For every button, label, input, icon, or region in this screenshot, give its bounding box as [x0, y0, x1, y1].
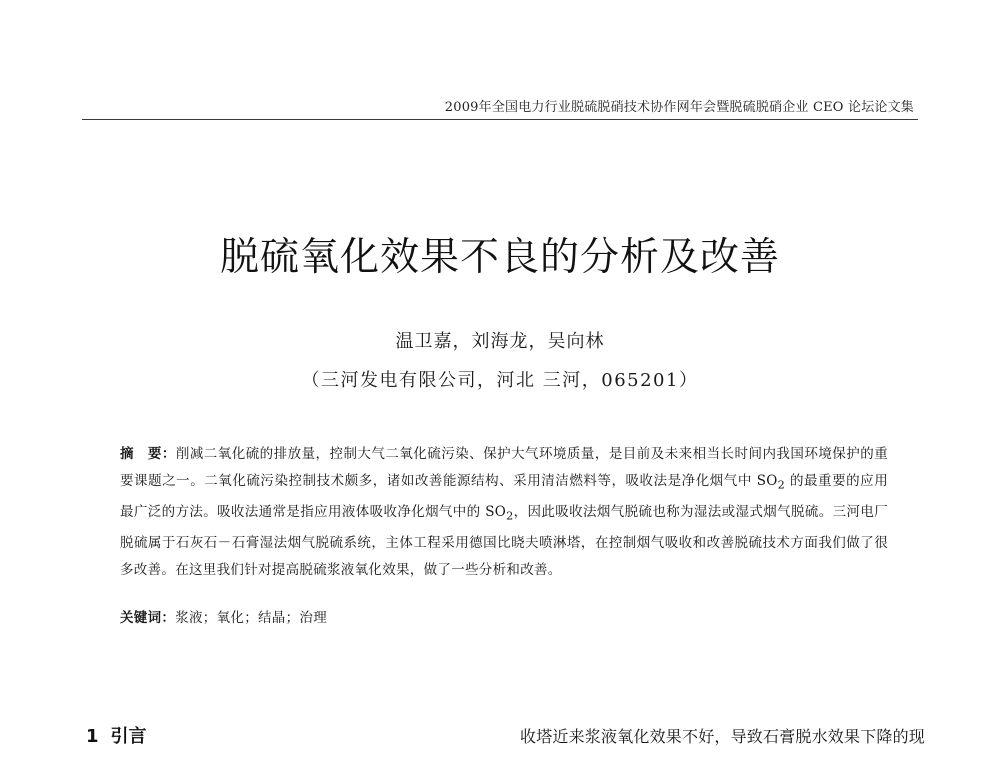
header-rule	[82, 119, 918, 120]
abstract-text-part2: 的最重要的应用最广泛的方法。吸收法通常是指应用液体吸收净化烟气中的 SO	[120, 473, 888, 521]
keywords-text: 浆液；氧化；结晶；治理	[175, 610, 328, 626]
abstract-subscript-1: 2	[777, 478, 786, 492]
abstract-text-part3: ，因此吸收法烟气脱硫也称为湿法或湿式烟气脱硫。三河电厂脱硫属于石灰石－石膏湿法烟气脱硫系统，主体工程采用德国比晓夫喷淋塔，在控制烟气吸收和改善脱硫技术方面我们做了很多改善。在这里我们针对提高脱硫浆液氧化效果，做了一些分析和改善。	[120, 504, 888, 579]
keywords	[120, 606, 888, 630]
keywords-label: 关键词：	[120, 610, 176, 626]
authors: 温卫嘉，刘海龙，吴向林	[395, 331, 605, 352]
running-header: 2009年全国电力行业脱硫脱硝技术协作网年会暨脱硫脱硝企业 CEO 论坛论文集	[444, 100, 914, 115]
abstract-label: 摘 要：	[120, 446, 176, 462]
right-column-text: 收塔近来浆液氧化效果不好，导致石膏脱水效果下降的现	[520, 727, 926, 746]
affiliation: （三河发电有限公司，河北 三河，065201）	[301, 370, 699, 391]
section-number: 1	[86, 726, 99, 747]
paper-title: 脱硫氧化效果不良的分析及改善	[219, 235, 780, 280]
abstract-subscript-2: 2	[506, 509, 514, 523]
abstract-text-part1: 削减二氧化硫的排放量，控制大气二氧化硫污染、保护大气环境质量，是目前及未来相当长时间内我国环境保护的重要课题之一。二氧化硫污染控制技术颇多，诸如改善能源结构、采用清洁燃料等，吸收法是净化烟气中 SO	[120, 446, 888, 490]
section-title: 引言	[110, 726, 147, 747]
abstract	[120, 441, 888, 584]
section-heading	[86, 722, 147, 748]
